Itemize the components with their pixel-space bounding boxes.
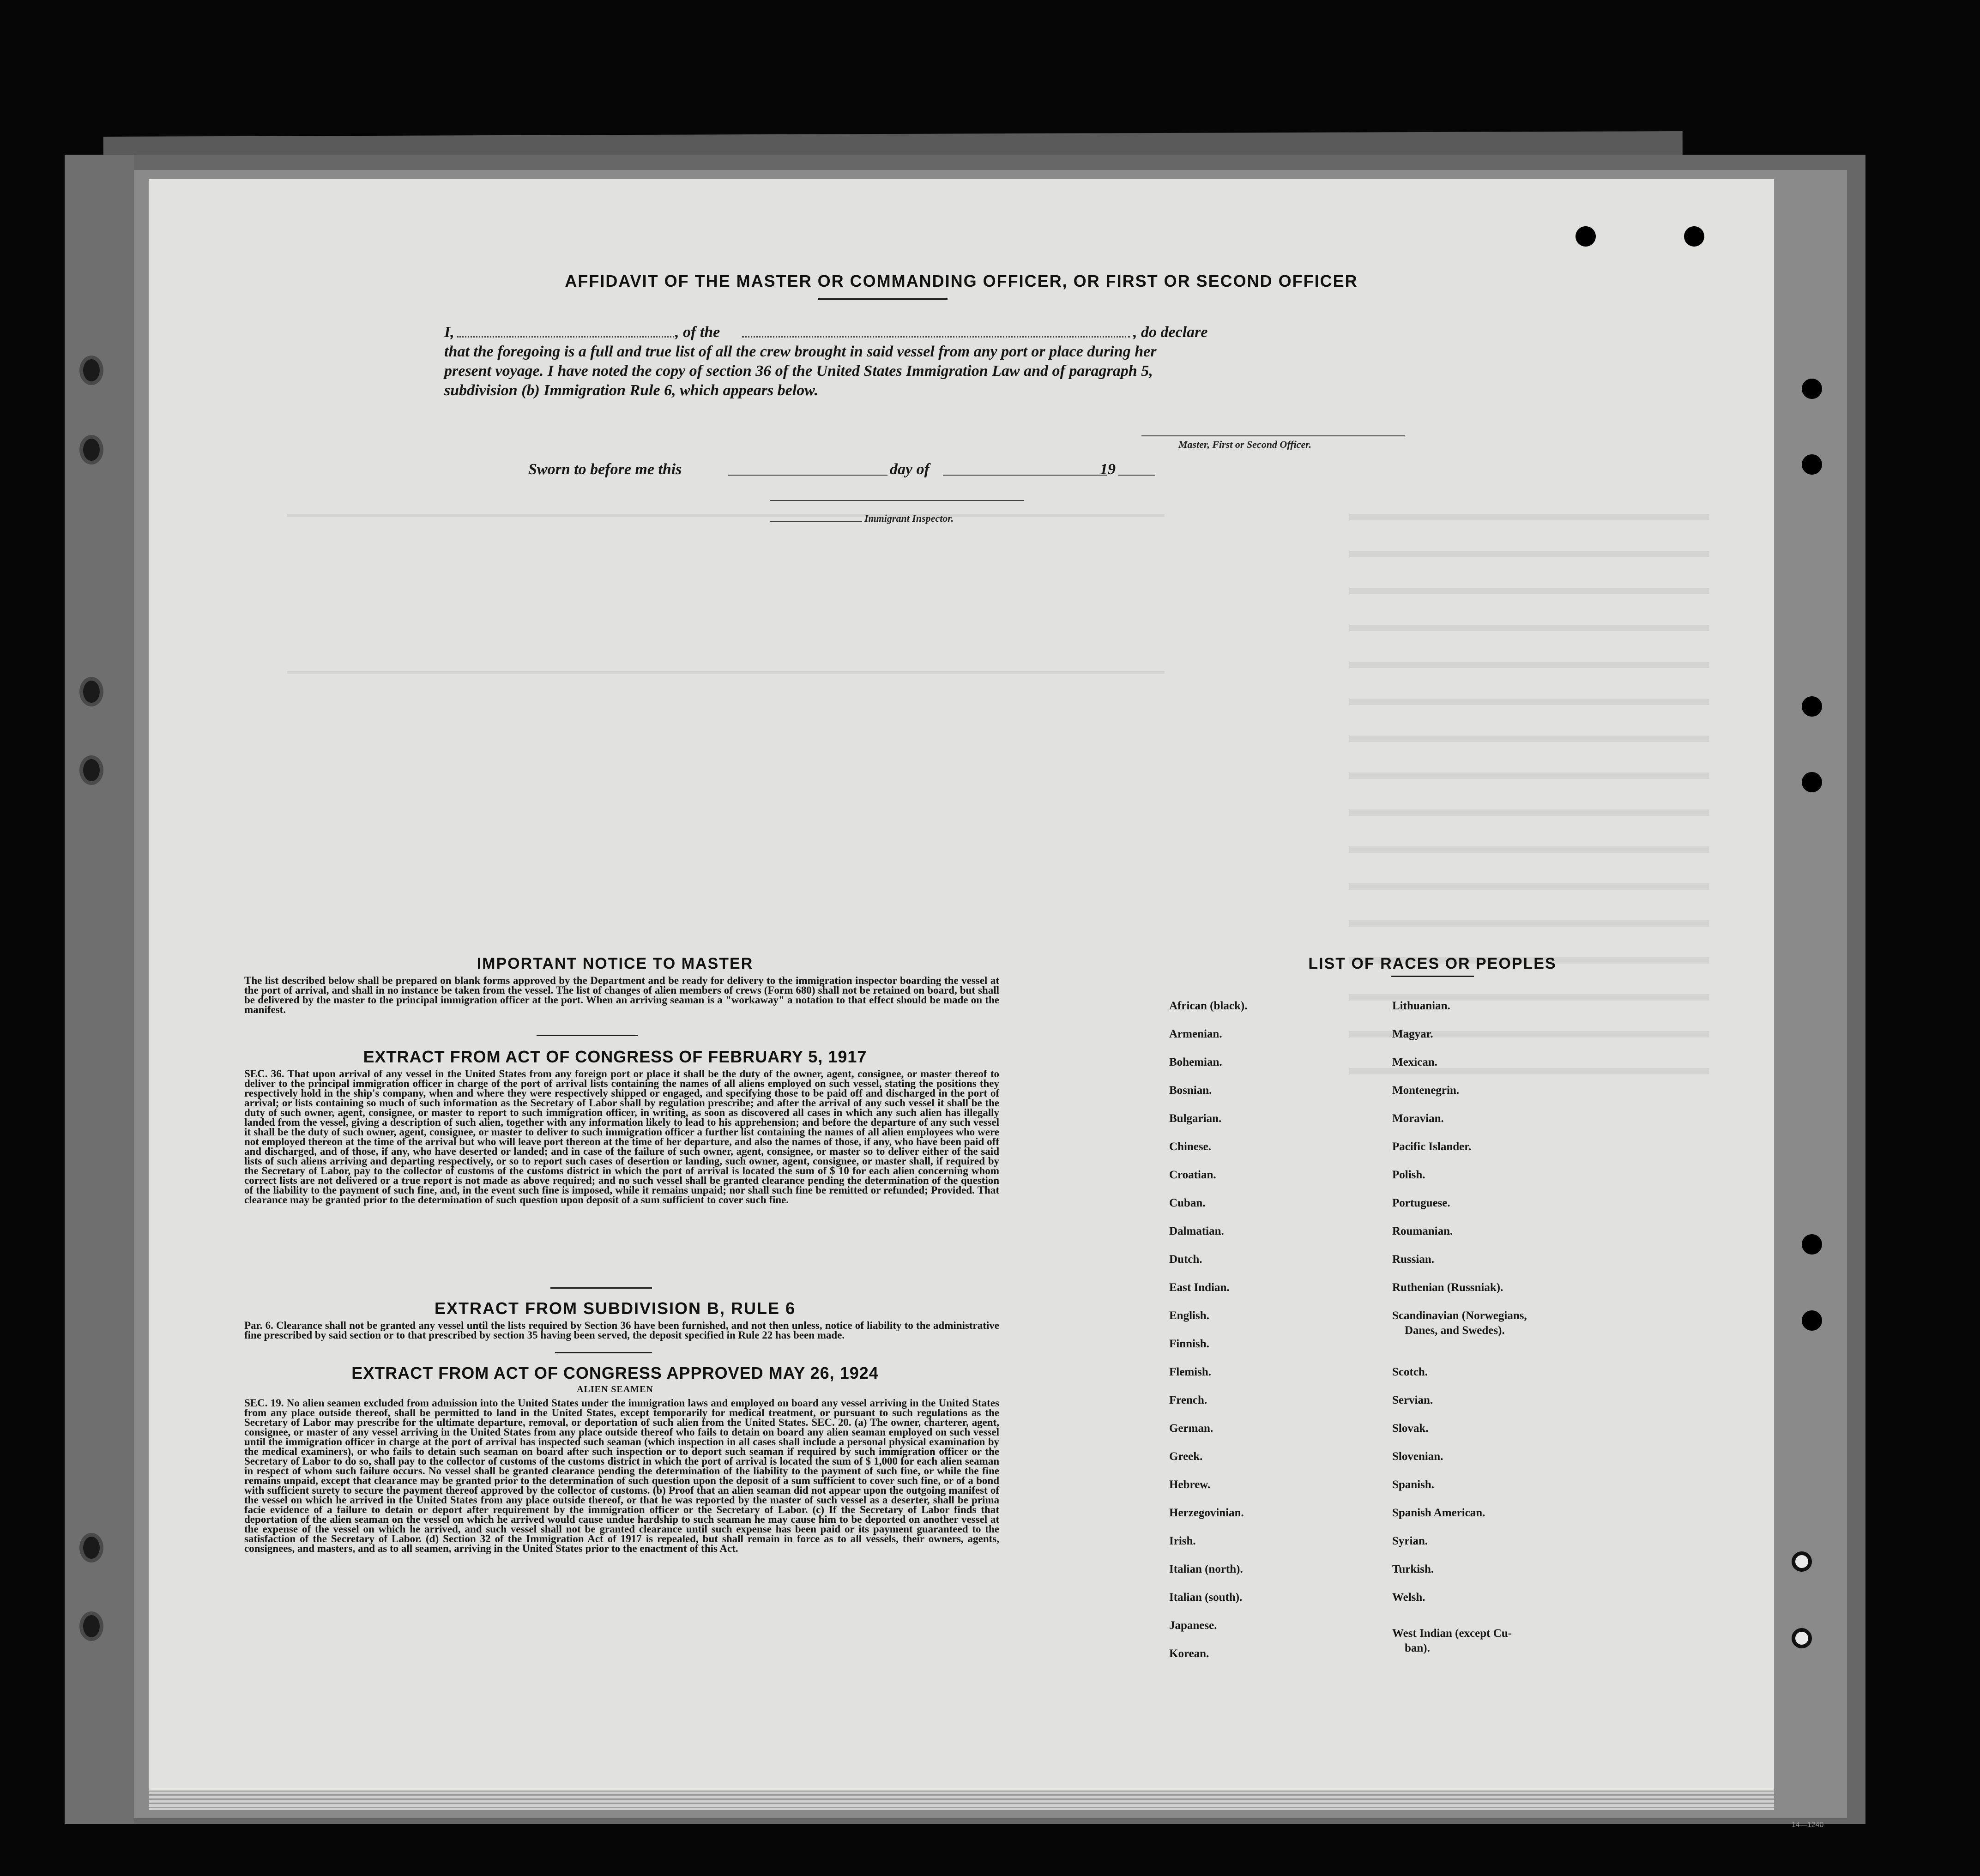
binder-strip (65, 155, 134, 1824)
page-stack-edge (149, 1792, 1774, 1810)
punch-hole-icon (1792, 1628, 1812, 1648)
document-page (149, 179, 1774, 1791)
race-item: West Indian (except Cu- (1392, 1627, 1512, 1640)
race-item: Montenegrin. (1392, 1084, 1460, 1097)
sworn-label: Sworn to before me this (528, 461, 682, 478)
race-item: Syrian. (1392, 1535, 1428, 1547)
races-title: LIST OF RACES OR PEOPLES (1308, 955, 1557, 972)
race-item: Roumanian. (1392, 1225, 1453, 1237)
race-item: Bohemian. (1169, 1056, 1222, 1068)
race-item: Herzegovinian. (1169, 1507, 1244, 1519)
extract-1917-title: EXTRACT FROM ACT OF CONGRESS OF FEBRUARY 5, 1917 (363, 1047, 867, 1066)
affidavit-line4: subdivision (b) Immigration Rule 6, which appears below. (444, 382, 819, 399)
race-item: Magyar. (1392, 1028, 1433, 1040)
race-item: Lithuanian. (1392, 1000, 1450, 1012)
race-item: Bosnian. (1169, 1084, 1212, 1097)
notice-body: The list described below shall be prepared on blank forms approved by the Department and be ready for delivery to the immigration inspector boarding the vessel at the port of arrival, and shall in no instance be taken from the vessel. The list of changes of alien members of crews (Form 680) shall not be retained on board, but shall be delivered by the master to the principal immigration officer at the port. When an arriving seaman is a "workaway" a notation to that effect should be made on the manifest. (244, 975, 999, 1015)
race-item: English. (1169, 1309, 1209, 1322)
race-item: Slovak. (1392, 1422, 1429, 1435)
race-item: African (black). (1169, 1000, 1248, 1012)
divider (1391, 976, 1474, 977)
race-item: Pacific Islander. (1392, 1140, 1472, 1153)
punch-hole-icon (1802, 454, 1822, 475)
race-item: Korean. (1169, 1647, 1209, 1660)
binder-ring-icon (79, 1533, 103, 1562)
race-item: ban). (1405, 1642, 1430, 1654)
binder-ring-icon (79, 356, 103, 385)
extract-1924-body: SEC. 19. No alien seamen excluded from admission into the United States under the immigration laws and employed on board any vessel arriving in the United States from any place outside thereof, shall be permitted to land in the United States, except temporarily for medical treatment, or pursuant to such regulations as the Secretary of Labor may prescribe for the ultimate departure, removal, or deportation of such alien from the United States. SEC. 20. (a) The owner, charterer, agent, consignee, or master of any vessel arriving in the United States from any place outside thereof who fails to detain on board any alien seaman employed on such vessel until the immigration officer in charge at the port of arrival has inspected such seaman (which inspection in all cases shall include a personal physical examination by the medical examiners), or who fails to detain such seaman on board after such inspection or to deport such seaman if required by such immigration officer or the Secretary of Labor to do so, shall pay to the collector of customs of the customs district in which the port of arrival is located the sum of $ 1,000 for each alien seaman in respect of whom such failure occurs. No vessel shall be granted clearance pending the determination of the liability to the payment of such fine, or while the fine remains unpaid, except that clearance may be granted prior to the determination of such question upon the deposit of a sum sufficient to cover such fine, or of a bond with sufficient surety to secure the payment thereof approved by the collector of customs. (b) Proof that an alien seaman did not appear upon the outgoing manifest of the vessel on which he arrived in the United States from any place outside thereof, or that he was reported by the master of such vessel as a deserter, shall be prima facie evidence of a failure to detain or deport after requirement by the immigration officer or the Secretary of Labor. (c) If the Secretary of Labor finds that deportation of the alien seaman on the vessel on which he arrived would cause undue hardship to such seaman he may cause him to be deported on another vessel at the expense of the vessel on which he arrived, and such vessel shall not be granted clearance until such expense has been paid or its payment guaranteed to the satisfaction of the Secretary of Labor. (d) Section 32 of the Immigration Act of 1917 is repealed, but shall remain in force as to all vessels, their owners, agents, consignees, and masters, and as to all seamen, arriving in the United States prior to the enactment of this Act. (244, 1397, 999, 1554)
binder-ring-icon (79, 435, 103, 464)
race-item: Italian (north). (1169, 1563, 1243, 1575)
race-item: Greek. (1169, 1450, 1203, 1463)
subdivision-body: Par. 6. Clearance shall not be granted any vessel until the lists required by Section 36 have been furnished, and not then unless, notice of liability to the administrative fine prescribed by said section or to that prescribed by section 35 having been served, the deposit specified in Rule 22 has been made. (244, 1320, 999, 1341)
divider (818, 298, 948, 300)
binder-ring-icon (79, 1611, 103, 1641)
race-item: East Indian. (1169, 1281, 1230, 1294)
extract-1924-title: EXTRACT FROM ACT OF CONGRESS APPROVED MAY 26, 1924 (351, 1363, 879, 1382)
extract-1924-subtitle: ALIEN SEAMEN (577, 1384, 653, 1394)
race-item: Finnish. (1169, 1338, 1209, 1350)
punch-hole-icon (1792, 1551, 1812, 1572)
affidavit-of-the: , of the (675, 324, 720, 341)
race-item: Welsh. (1392, 1591, 1425, 1604)
affidavit-declare: , do declare (1133, 324, 1208, 341)
punch-hole-icon (1684, 226, 1704, 247)
year-label: 19 (1100, 461, 1116, 478)
race-item: Scandinavian (Norwegians, (1392, 1309, 1527, 1322)
extract-1917-body: SEC. 36. That upon arrival of any vessel in the United States from any foreign port or place it shall be the duty of the owner, agent, consignee, or master thereof to deliver to the principal immigration officer in charge of the port of arrival lists containing the names of all aliens employed on such vessel, stating the positions they respectively hold in the ship's company, when and where they were respectively shipped or engaged, and specifying those to be paid off and discharged in the port of arrival; or lists containing so much of such information as the Secretary of Labor shall by regulation prescribe; and after the arrival of any such vessel it shall be the duty of such owner, agent, consignee, or master to report to such immigration officer, in writing, as soon as discovered all cases in which any such alien has illegally landed from the vessel, giving a description of such alien, together with any information likely to lead to his apprehension; and before the departure of any such vessel it shall be the duty of such owner, agent, consignee, or master to deliver to such immigration officer a further list containing the names of all alien employees who were not employed thereon at the time of the arrival but who will leave port thereon at the time of her departure, and also the names of those, if any, who have been paid off and discharged, and of those, if any, who have deserted or landed; and in case of the failure of such owner, agent, consignee, or master so to deliver either of the said lists of such aliens arriving and departing respectively, or so to report such cases of desertion or landing, such owner, agent, consignee, or master shall, if required by the Secretary of Labor, pay to the collector of customs of the customs district in which the port of arrival is located the sum of $ 10 for each alien concerning whom correct lists are not delivered or a true report is not made as above required; and no such vessel shall be granted clearance pending the determination of the question of the liability to the payment of such fine, and, in the event such fine is imposed, while it remains unpaid; nor shall such fine be remitted or refunded; Provided. That clearance may be granted prior to the determination of such question upon deposit of a sum sufficient to cover such fine. (244, 1068, 999, 1206)
race-item: Polish. (1392, 1169, 1425, 1181)
race-item: Spanish. (1392, 1478, 1435, 1491)
punch-hole-icon (1802, 379, 1822, 399)
race-item: Servian. (1392, 1394, 1433, 1406)
notice-title: IMPORTANT NOTICE TO MASTER (477, 955, 754, 972)
affidavit-line2: that the foregoing is a full and true list of all the crew brought in said vessel from any port or place during her (444, 343, 1157, 360)
punch-hole-icon (1802, 1234, 1822, 1255)
inspector-label: Immigrant Inspector. (864, 513, 954, 524)
race-item: Dalmatian. (1169, 1225, 1224, 1237)
race-item: Slovenian. (1392, 1450, 1443, 1463)
punch-hole-icon (1802, 696, 1822, 717)
race-item: Hebrew. (1169, 1478, 1211, 1491)
race-item: Danes, and Swedes). (1405, 1324, 1505, 1337)
race-item: Moravian. (1392, 1112, 1444, 1125)
race-item: Spanish American. (1392, 1507, 1485, 1519)
race-item: Irish. (1169, 1535, 1196, 1547)
punch-hole-icon (1576, 226, 1596, 247)
race-item: Cuban. (1169, 1197, 1206, 1209)
race-item: Flemish. (1169, 1366, 1211, 1378)
race-item: Bulgarian. (1169, 1112, 1222, 1125)
race-item: French. (1169, 1394, 1207, 1406)
form-number: 14—1240 (1792, 1821, 1824, 1829)
race-item: Scotch. (1392, 1366, 1428, 1378)
affidavit-title: AFFIDAVIT OF THE MASTER OR COMMANDING OFFICER, OR FIRST OR SECOND OFFICER (565, 271, 1358, 290)
signature-label: Master, First or Second Officer. (1178, 439, 1312, 450)
race-item: Turkish. (1392, 1563, 1434, 1575)
day-of-label: day of (890, 461, 930, 478)
race-item: Japanese. (1169, 1619, 1217, 1632)
race-item: Russian. (1392, 1253, 1435, 1266)
binder-ring-icon (79, 677, 103, 706)
affidavit-i: I, (444, 324, 454, 341)
divider (555, 1352, 652, 1353)
race-item: Mexican. (1392, 1056, 1437, 1068)
punch-hole-icon (1802, 1310, 1822, 1331)
race-item: Ruthenian (Russniak). (1392, 1281, 1503, 1294)
divider (550, 1287, 652, 1289)
affidavit-line3: present voyage. I have noted the copy of section 36 of the United States Immigration Law and of paragraph 5, (444, 362, 1153, 380)
race-item: Dutch. (1169, 1253, 1202, 1266)
divider (537, 1035, 638, 1036)
subdivision-title: EXTRACT FROM SUBDIVISION B, RULE 6 (434, 1299, 796, 1318)
race-item: Armenian. (1169, 1028, 1222, 1040)
punch-hole-icon (1802, 772, 1822, 792)
race-item: German. (1169, 1422, 1213, 1435)
race-item: Chinese. (1169, 1140, 1211, 1153)
race-item: Croatian. (1169, 1169, 1216, 1181)
binder-ring-icon (79, 755, 103, 785)
race-item: Italian (south). (1169, 1591, 1243, 1604)
race-item: Portuguese. (1392, 1197, 1450, 1209)
